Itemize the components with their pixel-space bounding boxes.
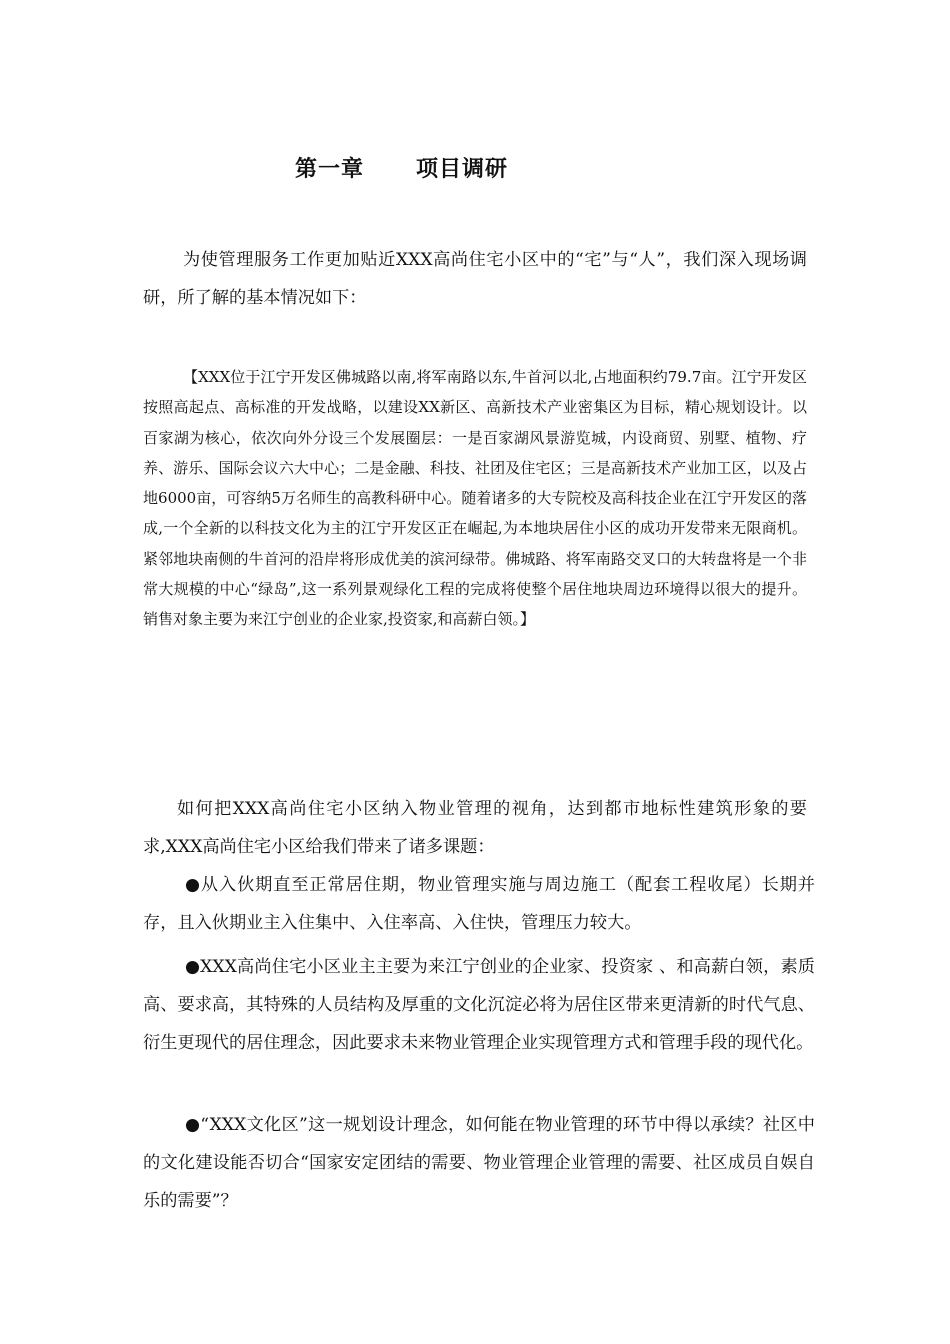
chapter-number: 第一章 [294, 157, 364, 182]
chapter-heading [0, 150, 803, 190]
bullet-item: ●“XXX文化区”这一规划设计理念，如何能在物业管理的环节中得以承续？社区中的文化建设能否切合“国家安定团结的需要、物业管理企业管理的需要、社区成员自娱自乐的需要”？ [143, 1115, 815, 1211]
question-paragraph: 如何把XXX高尚住宅小区纳入物业管理的视角，达到都市地标性建筑形象的要求,XXX高尚住宅小区给我们带来了诸多课题： [143, 799, 807, 857]
bullet-item: ●从入伙期直至正常居住期，物业管理实施与周边施工（配套工程收尾）长期并存，且入伙期业主入住集中、入住率高、入住快，管理压力较大。 [143, 875, 815, 933]
site-description-quote: 【XXX位于江宁开发区佛城路以南,将军南路以东,牛首河以北,占地面积约79.7亩。江宁开发区按照高起点、高标准的开发战略，以建设XX新区、高新技术产业密集区为目标，精心规划设计。以百家湖为核心，依次向外分设三个发展圈层：一是百家湖风景游览城，内设商贸、别墅、植物、疗养、游乐、国际会议六大中心；二是金融、科技、社团及住宅区；三是高新技术产业加工区，以及占地6000亩，可容纳5万名师生的高教科研中心。随着诸多的大专院校及高科技企业在江宁开发区的落成,一个全新的以科技文化为主的江宁开发区正在崛起,为本地块居住小区的成功开发带来无限商机。紧邻地块南侧的牛首河的沿岸将形成优美的滨河绿带。佛城路、将军南路交叉口的大转盘将是一个非常大规模的中心“绿岛”,这一系列景观绿化工程的完成将使整个居住地块周边环境得以很大的提升。销售对象主要为来江宁创业的企业家,投资家,和高薪白领。】 [143, 368, 807, 629]
bullet-item: ●XXX高尚住宅小区业主主要为来江宁创业的企业家、投资家 、和高薪白领，素质高、要求高，其特殊的人员结构及厚重的文化沉淀必将为居住区带来更清新的时代气息、衍生更现代的居住理念，因此要求未来物业管理企业实现管理方式和管理手段的现代化。 [143, 957, 815, 1053]
chapter-title: 项目调研 [416, 157, 509, 182]
intro-paragraph: 为使管理服务工作更加贴近XXX高尚住宅小区中的“宅”与“人”，我们深入现场调研，所了解的基本情况如下： [143, 250, 807, 308]
